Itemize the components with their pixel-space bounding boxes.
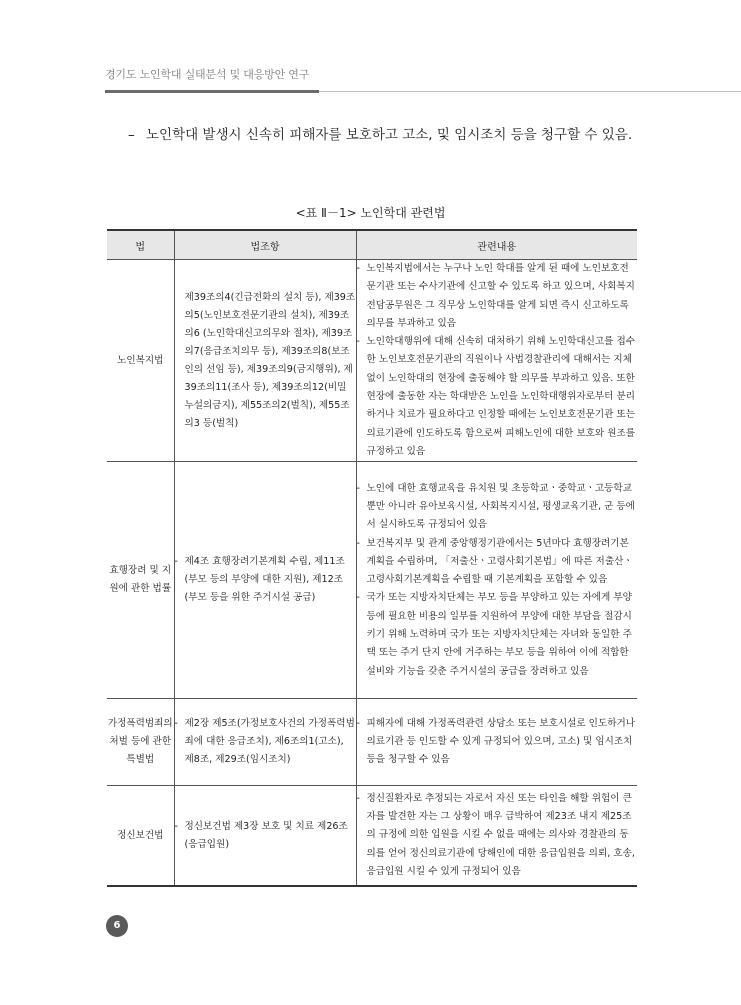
content-cell [356,260,637,462]
content-item [357,589,638,680]
header-rule-thin [319,91,741,92]
law-name-cell: 효행장려 및 지원에 관한 법률 [107,462,174,699]
article-item [175,715,356,769]
article-cell [174,786,356,886]
article-item [175,818,356,854]
content-item [357,480,638,535]
header-law: 법 [107,230,174,260]
content-item [357,715,638,770]
content-text: 보건복지부 및 관계 중앙행정기관에서는 5년마다 효행장려기본계획을 수립하며, 「저출산ㆍ고령사회기본법」에 따른 저출산ㆍ고령사회기본계획을 수립할 때 기본계획을 포함할 수 있음 [366,537,633,586]
article-item [175,553,356,607]
content-cell [356,462,637,699]
content-text: 노인학대행위에 대해 신속히 대처하기 위해 노인학대신고를 접수한 노인보호전문기관의 직원이나 사법경찰관리에 대해서는 지체 없이 노인학대의 현장에 출동해야 할 의무를 부과하고 있음. 또한 현장에 출동한 자는 학대받은 노인을 노인학대행위자로부터 분리하거나 치료가 필요하다고 인정할 때에는 노인보호전문기관 또는 의료기관에 인도하도록 함으로써 피해노인에 대한 보호와 원조를 규정하고 있음 [366,336,636,457]
running-header: 경기도 노인학대 실태분석 및 대응방안 연구 [105,68,310,81]
content-dash: - [356,537,360,549]
article-cell [174,260,356,462]
content-dash: - [356,592,360,604]
content-dash: - [356,792,360,804]
article-cell [174,462,356,699]
content-dash: - [356,717,360,729]
header-article: 법조항 [174,230,356,260]
content-text: 국가 또는 지방자치단체는 부모 등을 부양하고 있는 자에게 부양 등에 필요한 비용의 일부를 지원하여 부양에 대한 부담을 절감시키기 위해 노력하며 국가 또는 지방자치단체는 자녀와 동일한 주택 또는 주거 단지 안에 거주하는 부모 등을 위하여 이에 적합한 설비와 기능을 갖춘 주거시설의 공급을 장려하고 있음 [366,592,632,677]
table-caption: <표 Ⅱ－1> 노인학대 관련법 [295,206,446,220]
content-item [357,333,638,461]
article-item [175,289,356,433]
article-text: 정신보건법 제3장 보호 및 치료 제26조 (응급입원) [184,820,348,850]
article-text: 제39조의4(긴급전화의 설치 등), 제39조의5(노인보호전문기관의 설치), 제39조의6 (노인학대신고의무와 절차), 제39조의7(응급조치의무 등), 제39조의8(보조인의 선임 등), 제39조의9(금지행위), 제39조의11(조사 등), 제39조의12(비밀누설의금지), 제55조의2(벌칙), 제55조의3 등(벌칙) [184,291,356,429]
article-cell [174,699,356,786]
law-name-cell: 정신보건법 [107,786,174,886]
table-row [107,462,637,699]
content-text: 정신질환자로 추정되는 자로서 자신 또는 타인을 해할 위험이 큰 자를 발견한 자는 그 상황이 매우 급박하여 제23조 내지 제25조의 규정에 의한 입원을 시킬 수 없을 때에는 의사와 경찰관의 동의를 얻어 정신의료기관에 당해인에 대한 응급입원을 의뢰, 호송, 응급입원 시킬 수 있게 규정되어 있음 [366,792,635,877]
article-dash: - [174,820,178,832]
content-text: 피해자에 대해 가정폭력관련 상담소 또는 보호시설로 인도하거나 의료기관 등 인도할 수 있게 규정되어 있으며, 고소) 및 임시조치 등을 청구할 수 있음 [366,717,636,766]
table-row [107,699,637,786]
header-content: 관련내용 [356,230,637,260]
law-name-cell: 노인복지법 [107,260,174,462]
content-item [357,790,638,881]
page-number-badge: 6 [106,915,128,937]
intro-text: 노인학대 발생시 신속히 피해자를 보호하고 고소, 및 임시조치 등을 청구할 수 있음. [146,127,633,143]
content-dash: - [356,482,360,494]
article-dash [175,289,185,433]
intro-dash: – [128,127,135,143]
article-dash: - [174,718,178,730]
law-table [107,229,637,887]
table-header-row [107,230,637,260]
content-text: 노인에 대한 효행교육을 유치원 및 초등학교ㆍ중학교ㆍ고등학교뿐만 아니라 유아보육시설, 사회복지시설, 평생교육기관, 군 등에서 실시하도록 규정되어 있음 [366,482,635,531]
article-text: 제2장 제5조(가정보호사건의 가정폭력범죄에 대한 응급조치), 제6조의1(고소), 제8조, 제29조(임시조치) [184,718,355,766]
content-cell [356,786,637,886]
table-row [107,260,637,462]
law-name-cell: 가정폭력범죄의 처벌 등에 관한 특별법 [107,699,174,786]
article-dash: - [174,556,178,568]
content-dash: - [356,336,360,348]
header-rule [105,90,319,93]
content-text: 노인복지법에서는 누구나 노인 학대를 알게 된 때에 노인보호전문기관 또는 수사기관에 신고할 수 있도록 하고 있으며, 사회복지전담공무원은 그 직무상 노인학대를 알게 되면 즉시 신고하도록 의무를 부과하고 있음 [366,263,635,329]
content-cell [356,699,637,786]
content-dash: - [356,263,360,274]
content-item [357,260,638,333]
content-item [357,535,638,590]
intro-paragraph [128,124,648,147]
table-row [107,786,637,886]
article-text: 제4조 효행장려기본계획 수립, 제11조 (부모 등의 부양에 대한 지원), 제12조 (부모 등을 위한 주거시설 공급) [184,556,345,604]
